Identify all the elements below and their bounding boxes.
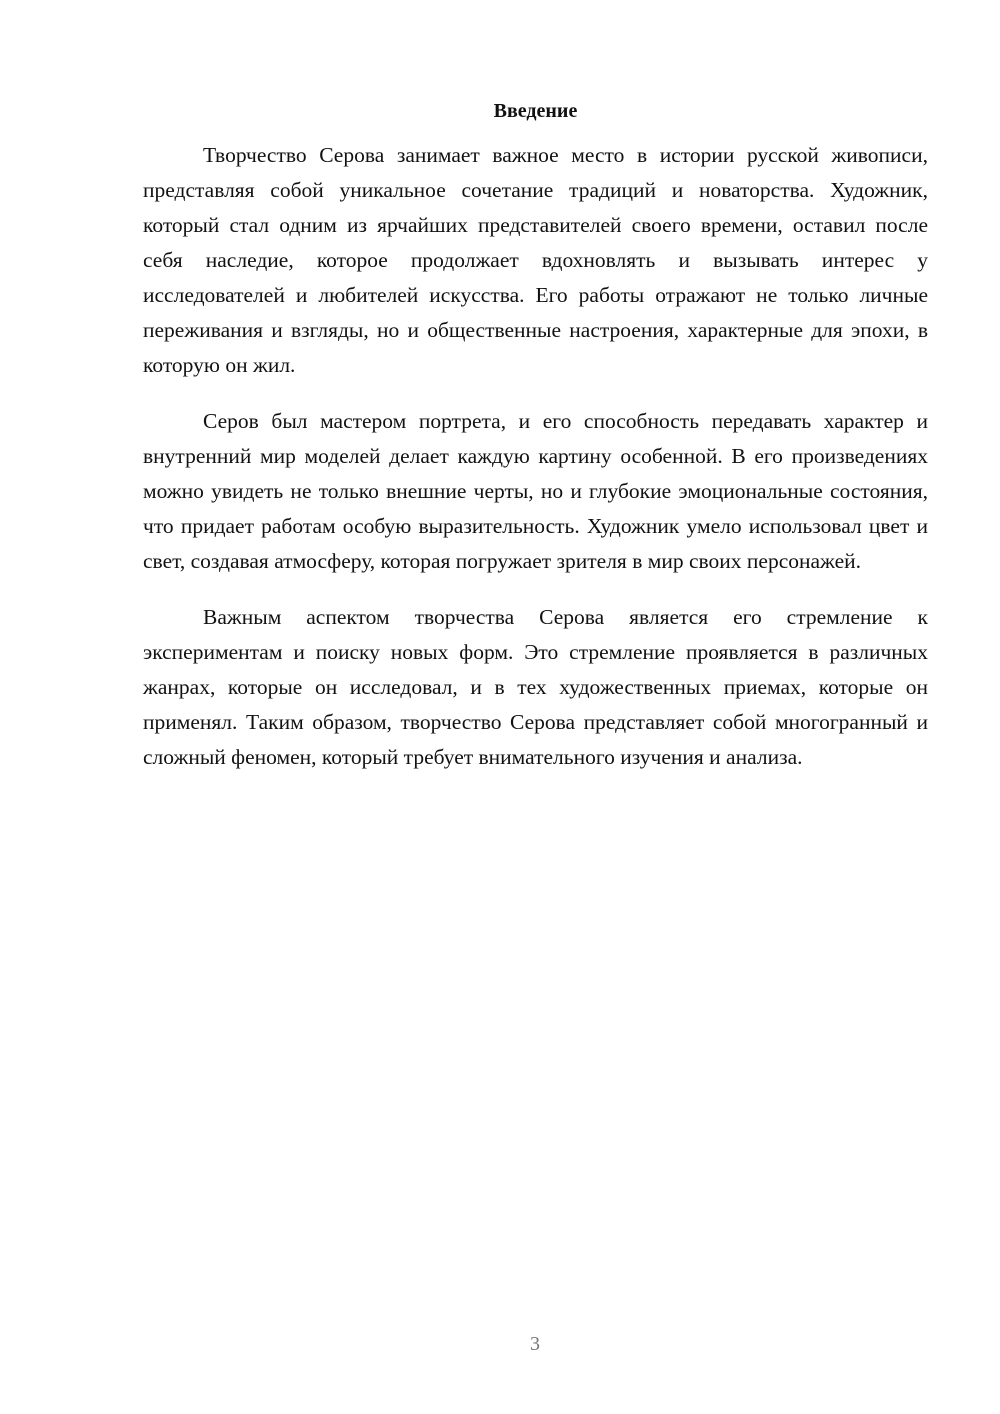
paragraph-3: Важным аспектом творчества Серова является его стремление к экспериментам и поиску новых форм. Это стремление проявляется в различных жанрах, которые он исследовал, и в тех художественных приемах, которые он применял. Таким образом, творчество Серова представляет собой многогранный и сложный феномен, который требует внимательного изучения и анализа. [143,605,928,769]
paragraph-1: Творчество Серова занимает важное место в истории русской живописи, представляя собой уникальное сочетание традиций и новаторства. Художник, который стал одним из ярчайших представителей своего времени, оставил после себя наследие, которое продолжает вдохновлять и вызывать интерес у исследователей и любителей искусства. Его работы отражают не только личные переживания и взгляды, но и общественные настроения, характерные для эпохи, в которую он жил. [143,143,928,377]
section-heading: Введение [493,100,578,122]
page-number: 3 [530,1333,540,1355]
paragraph-2: Серов был мастером портрета, и его способность передавать характер и внутренний мир моделей делает каждую картину особенной. В его произведениях можно увидеть не только внешние черты, но и глубокие эмоциональные состояния, что придает работам особую выразительность. Художник умело использовал цвет и свет, создавая атмосферу, которая погружает зрителя в мир своих персонажей. [143,409,928,573]
page-content [143,94,928,796]
